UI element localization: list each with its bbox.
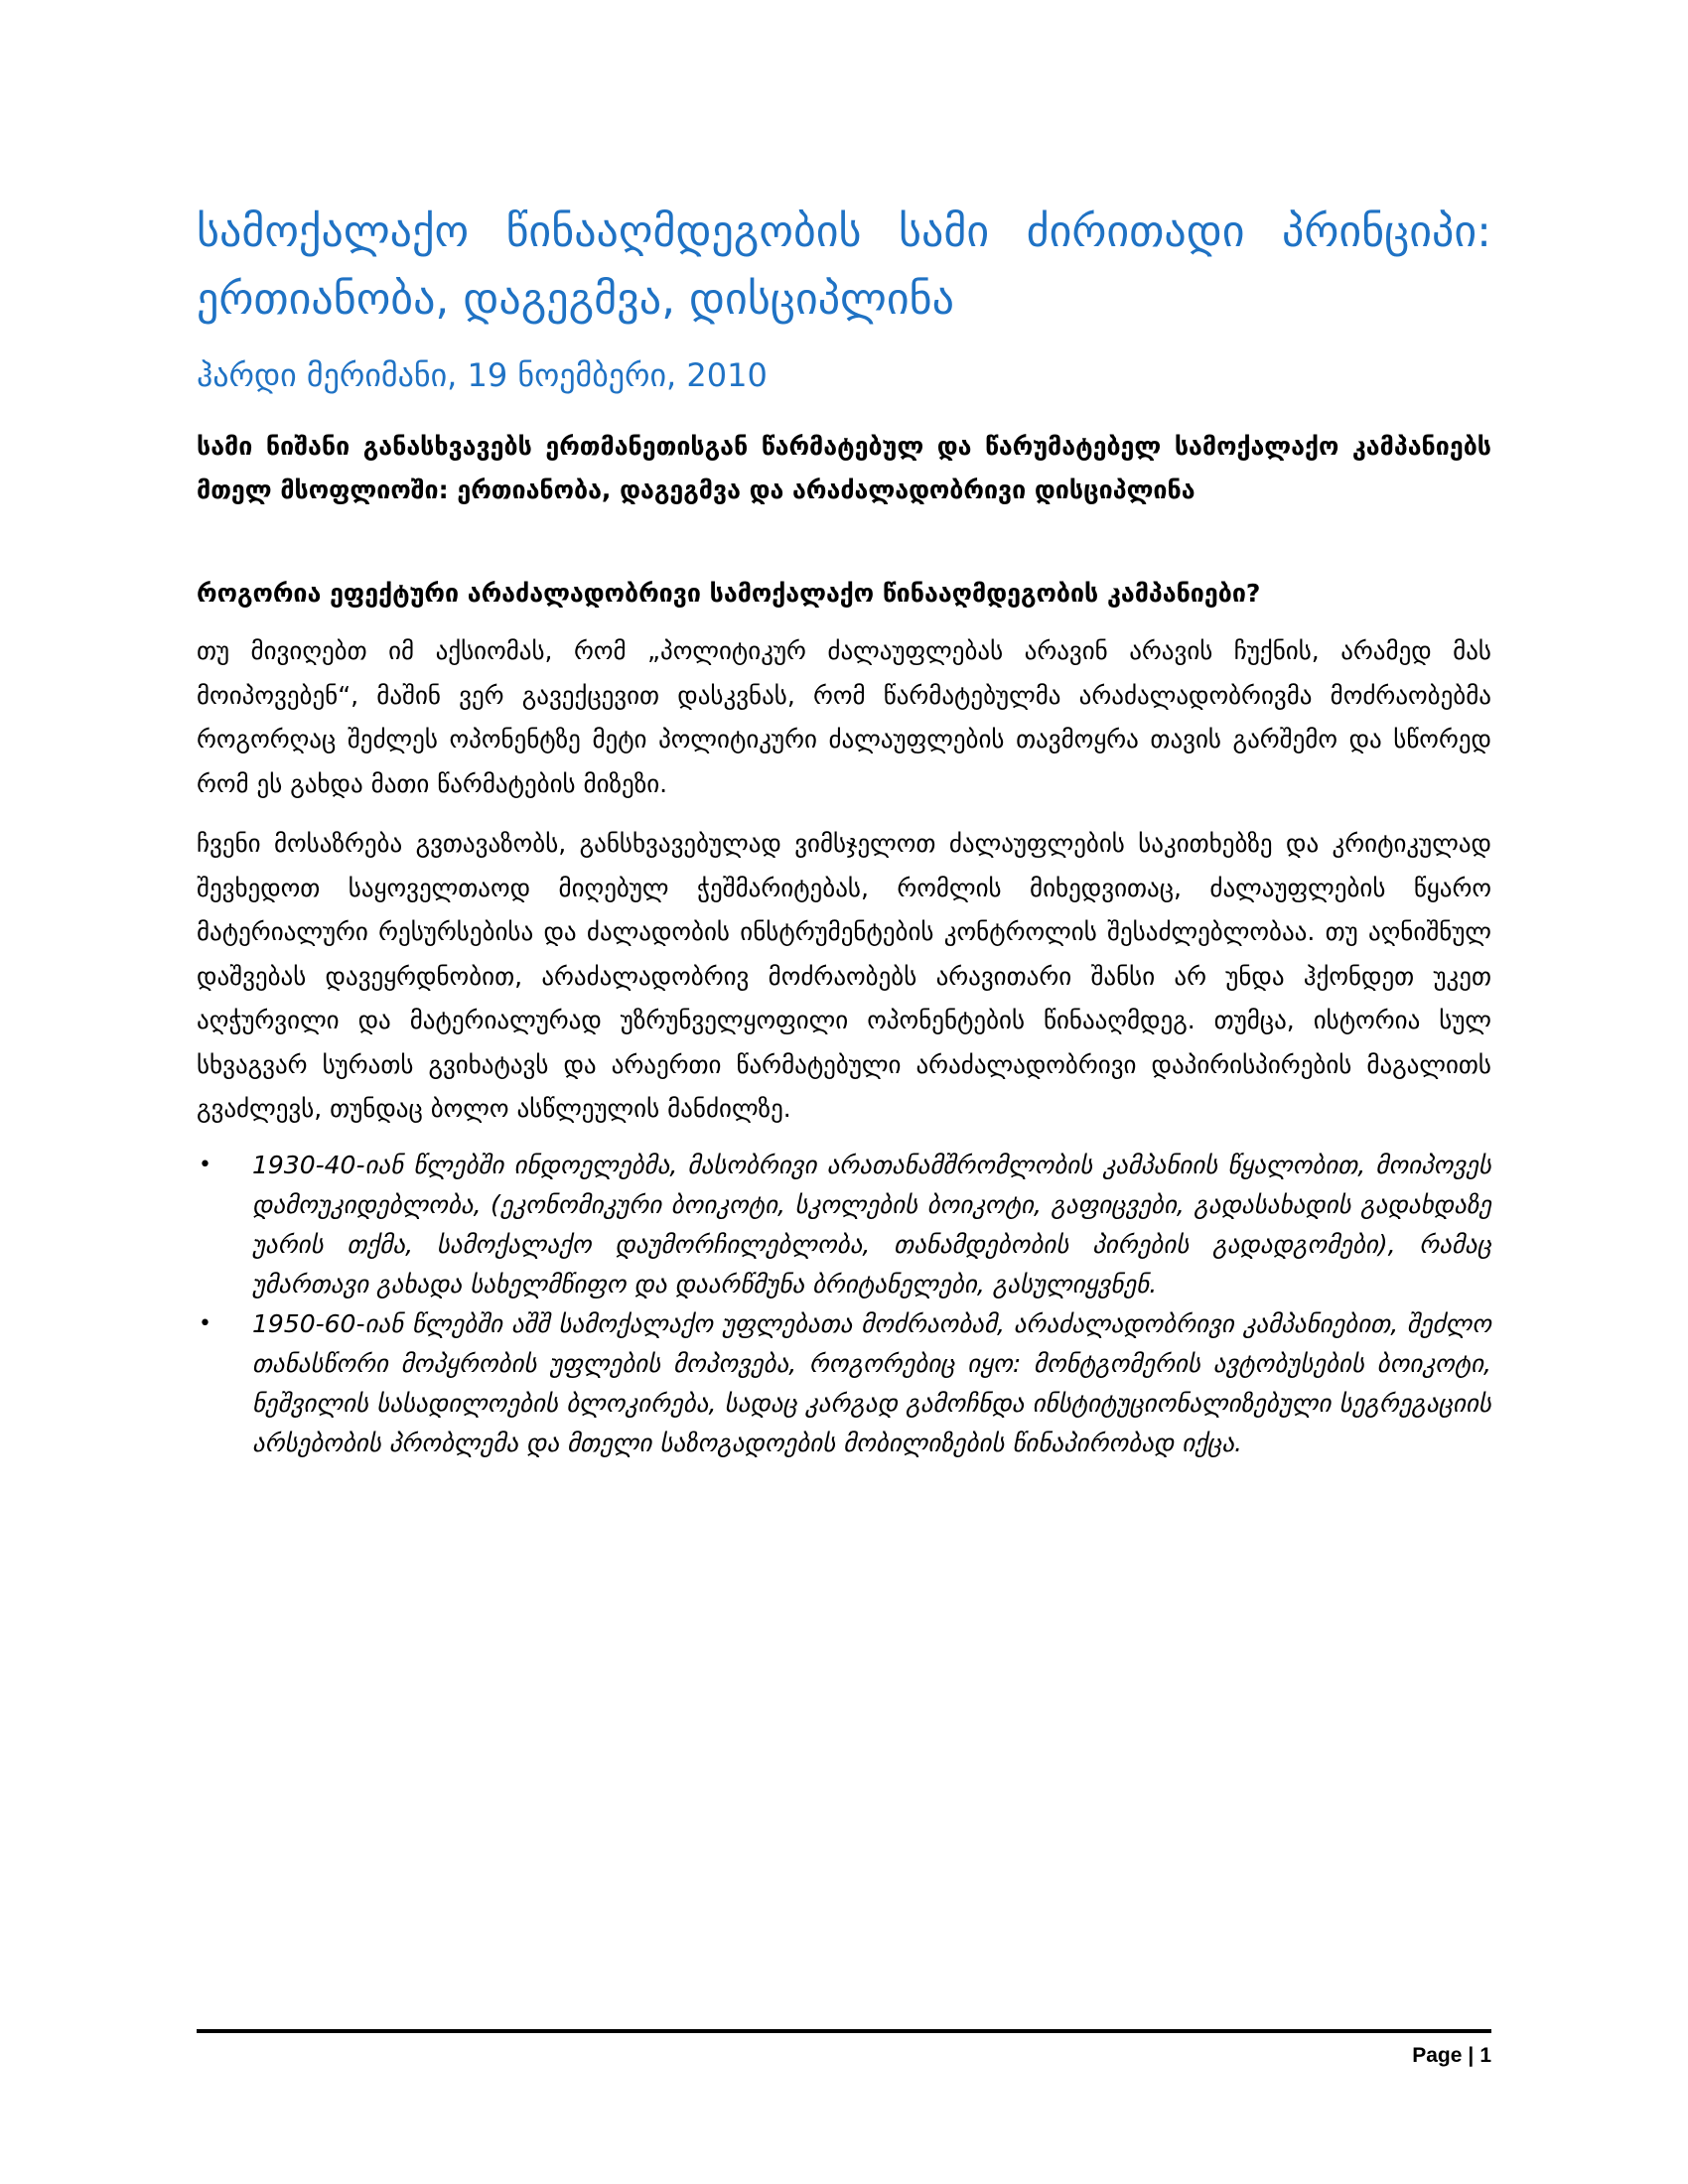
footer-divider <box>197 2029 1491 2033</box>
page-footer <box>1412 2043 1491 2068</box>
page-label: Page <box>1412 2044 1463 2067</box>
document-title: სამოქალაქო წინააღმდეგობის სამი ძირითადი პრინციპი: ერთიანობა, დაგეგმვა, დისციპლინა <box>197 206 1491 326</box>
bullet-text: 1950-60-იან წლებში აშშ სამოქალაქო უფლებათა მოძრაობამ, არაძალადობრივი კამპანიებით, შეძლო თანასწორი მოპყრობის უფლების მოპოვება, როგორებიც იყო: მონტგომერის ავტობუსების ბოიკოტი, ნეშვილის სასადილოების ბლოკირება, სადაც კარგად გამოჩნდა ინსტიტუციონალიზებული სეგრეგაციის არსებობის პრობლემა და მთელი საზოგადოების მობილიზების წინაპირობად იქცა. <box>252 1308 1491 1457</box>
page-number: 1 <box>1479 2044 1491 2067</box>
bullet-icon: • <box>199 1310 211 1336</box>
bullet-item <box>197 1304 1491 1463</box>
section-heading: როგორია ეფექტური არაძალადობრივი სამოქალაქო წინააღმდეგობის კამპანიები? <box>197 578 1261 608</box>
bullet-text: 1930-40-იან წლებში ინდოელებმა, მასობრივი არათანამშრომლობის კამპანიის წყალობით, მოიპოვეს დამოუკიდებლობა, (ეკონომიკური ბოიკოტი, სკოლების ბოიკოტი, გაფიცვები, გადასახადის გადახდაზე უარის თქმა, სამოქალაქო დაუმორჩილებლობა, თანამდებობის პირების გადადგომები), რამაც უმართავი გახადა სახელმწიფო და დაარწმუნა ბრიტანელები, გასულიყვნენ. <box>252 1150 1491 1298</box>
bullet-item <box>197 1146 1491 1304</box>
body-paragraph: თუ მივიღებთ იმ აქსიომას, რომ „პოლიტიკურ ძალაუფლებას არავინ არავის ჩუქნის, არამედ მას მოიპოვებენ“, მაშინ ვერ გავექცევით დასკვნას, რომ წარმატებულმა არაძალადობრივმა მოძრაობებმა როგორღაც შეძლეს ოპონენტზე მეტი პოლიტიკური ძალაუფლების თავმოყრა თავის გარშემო და სწორედ რომ ეს გახდა მათი წარმატების მიზეზი. <box>197 636 1491 798</box>
page-separator: | <box>1468 2044 1475 2067</box>
lead-summary: სამი ნიშანი განასხვავებს ერთმანეთისგან წარმატებულ და წარუმატებელ სამოქალაქო კამპანიებს მთელ მსოფლიოში: ერთიანობა, დაგეგმვა და არაძალადობრივი დისციპლინა <box>197 431 1491 505</box>
body-paragraph: ჩვენი მოსაზრება გვთავაზობს, განსხვავებულად ვიმსჯელოთ ძალაუფლების საკითხებზე და კრიტიკულად შევხედოთ საყოველთაოდ მიღებულ ჭეშმარიტებას, რომლის მიხედვითაც, ძალაუფლების წყარო მატერიალური რესურსებისა და ძალადობის ინსტრუმენტების კონტროლის შესაძლებლობაა. თუ აღნიშნულ დაშვებას დავეყრდნობით, არაძალადობრივ მოძრაობებს არავითარი შანსი არ უნდა ჰქონდეთ უკეთ აღჭურვილი და მატერიალურად უზრუნველყოფილი ოპონენტების წინააღმდეგ. თუმცა, ისტორია სულ სხვაგვარ სურათს გვიხატავს და არაერთი წარმატებული არაძალადობრივი დაპირისპირების მაგალითს გვაძლევს, თუნდაც ბოლო ასწლეულის მანძილზე. <box>197 829 1491 1124</box>
bullet-icon: • <box>199 1152 211 1177</box>
bullet-list <box>197 1146 1491 1463</box>
document-body <box>197 199 1491 1463</box>
author-date-line: ჰარდი მერიმანი, 19 ნოემბერი, 2010 <box>197 356 768 395</box>
